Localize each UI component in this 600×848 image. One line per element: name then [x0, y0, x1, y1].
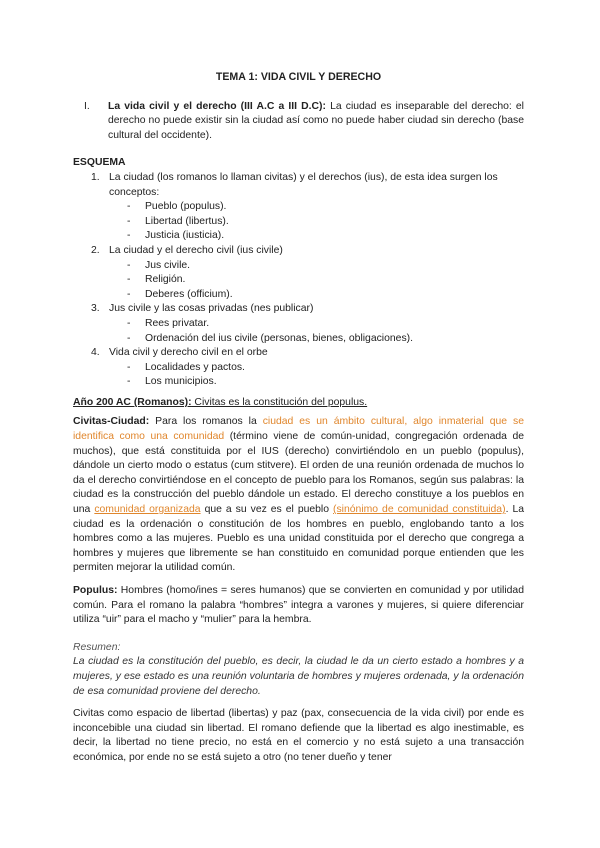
populus-label: Populus:: [73, 585, 118, 596]
esquema-item-number: 4.: [91, 347, 100, 359]
esquema-item-number: 3.: [91, 303, 100, 315]
section-1: [73, 100, 524, 144]
populus-text: Hombres (homo/ines = seres humanos) que se convierten en comunidad y por utilidad común. Para el romano la palabra “hombres” integra a varones y mujeres, si quiere diferenciar utiliza “uir” para el macho y “mulier” para la hembra.: [73, 585, 524, 626]
esquema-subitem: - Pueblo (populus).: [145, 200, 524, 215]
esquema-item-text: Jus civile y las cosas privadas (nes publicar): [109, 303, 314, 315]
esquema-subitem: - Deberes (officium).: [145, 288, 524, 303]
section-1-text: La ciudad es inseparable del derecho: el derecho no puede existir sin la ciudad así como no puede haber ciudad sin derecho (base cultural del occidente).: [108, 100, 524, 141]
civitas-highlight-2: comunidad organizada: [94, 504, 201, 516]
esquema-subitem: - Ordenación del ius civile (personas, bienes, obligaciones).: [145, 332, 524, 347]
esquema-sublist: [109, 361, 524, 390]
esquema-sublist: [109, 317, 524, 346]
esquema-item: [91, 171, 524, 244]
section-numeral: I.: [84, 100, 90, 112]
esquema-item-text: Vida civil y derecho civil en el orbe: [109, 347, 268, 359]
esquema-subitem: - Libertad (libertus).: [145, 215, 524, 230]
esquema-subitem: - Religión.: [145, 273, 524, 288]
civitas-highlight-3: (sinónimo de comunidad constituida): [333, 504, 506, 516]
esquema-subitem: - Los municipios.: [145, 375, 524, 390]
esquema-subitem: - Justicia (iusticia).: [145, 229, 524, 244]
civitas-label: Civitas-Ciudad:: [73, 416, 150, 428]
esquema-item: [91, 346, 524, 390]
esquema-heading: ESQUEMA: [73, 157, 126, 169]
civitas-text-1: Para los romanos la: [149, 416, 263, 428]
year-heading: [73, 396, 524, 411]
civitas-highlight-1: ciudad es un ámbito cultural, algo inmaterial que se identifica como una comunidad: [73, 416, 524, 443]
final-paragraph: Civitas como espacio de libertad (libertas) y paz (pax, consecuencia de la vida civil) por ende es inconcebible una ciudad sin libertad. El romano defiende que la libertad es algo inestimable, es decir, la libertad no tiene precio, no está en el comercio y no está sujeto a una transacción económica, por ende no se está sujeto a otro (no tener dueño y tener: [73, 708, 524, 763]
resumen-label: Resumen:: [73, 641, 121, 653]
populus-paragraph: [73, 584, 524, 628]
civitas-text-4: . La ciudad es la ordenación o constitución de los hombres en pueblo, englobando tanto a los hombres como a las mujeres. Pueblo es una unidad constituida por el derecho que congrega a hombres y mujeres que libremente se han constituido en comunidad porque entienden que les permiten mejorar la utilidad común.: [73, 504, 524, 574]
page-title: TEMA 1: VIDA CIVIL Y DERECHO: [215, 71, 382, 83]
esquema-sublist: [109, 200, 524, 244]
civitas-paragraph: [73, 415, 524, 576]
section-1-heading: La vida civil y el derecho (III A.C a III D.C):: [108, 100, 326, 112]
esquema-subitem: - Localidades y pactos.: [145, 361, 524, 376]
esquema-sublist: [109, 259, 524, 303]
civitas-text-2: (término viene de común-unidad, congregación ordenada de muchos), que está constituida por el IUS (derecho) convirtiéndolo en un pueblo (populus), dándole un cierto modo o estatus (cum stitvere). El orden de una reunión ordenada de muchos lo da el derecho convirtiéndose en el concepto de pueblo para los Romanos, según sus palabras: la ciudad es la construcción del pueblo dándole un estado. El derecho constituye a los pueblos en una: [73, 431, 525, 516]
year-heading-rest: Civitas es la constitución del populus.: [191, 396, 368, 408]
section-1-body: [108, 100, 524, 144]
esquema-subitem: - Rees privatar.: [145, 317, 524, 332]
esquema-list: [73, 171, 524, 390]
esquema-subitem: - Jus civile.: [145, 259, 524, 274]
esquema-item-number: 2.: [91, 244, 100, 256]
esquema-item: [91, 244, 524, 302]
year-heading-bold: Año 200 AC (Romanos):: [73, 396, 192, 408]
esquema-item-number: 1.: [91, 171, 100, 183]
esquema-item-text: La ciudad y el derecho civil (ius civile): [109, 244, 283, 256]
civitas-text-3: que a su vez es el pueblo: [200, 504, 334, 516]
esquema-item: [91, 302, 524, 346]
resumen-text: La ciudad es la constitución del pueblo, es decir, la ciudad le da un cierto estado a hombres y a mujeres, y ese estado es una reunión voluntaria de hombres y mujeres ordenada, y la ordenación de esa comunidad proviene del derecho.: [73, 656, 524, 697]
esquema-item-text: La ciudad (los romanos lo llaman civitas) y el derechos (ius), de esta idea surgen los conceptos:: [109, 171, 498, 198]
